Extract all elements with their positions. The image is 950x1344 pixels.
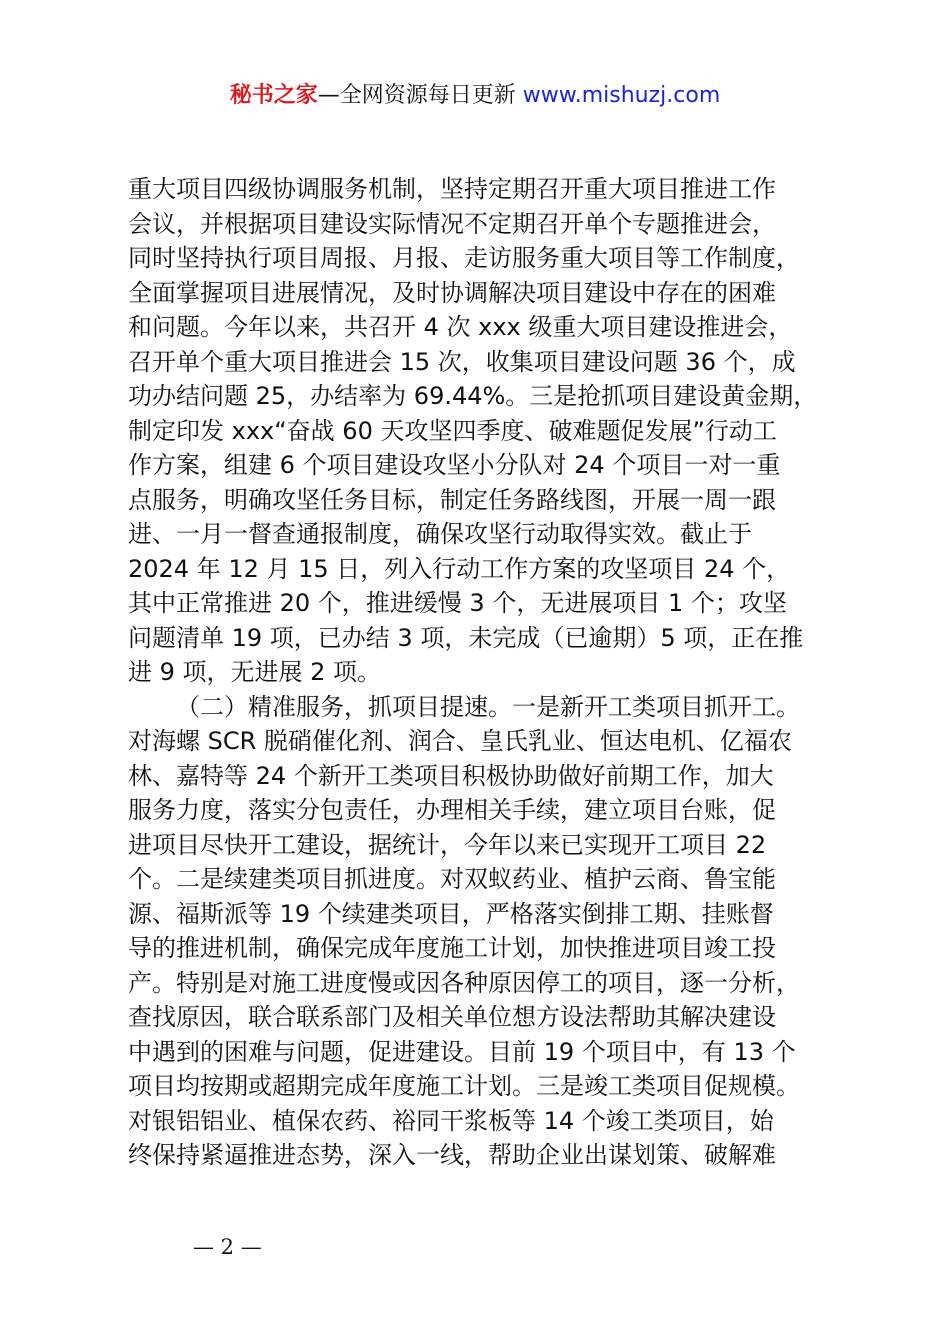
site-header bbox=[0, 80, 950, 112]
body-line: 源、福斯派等 19 个续建类项目，严格落实倒排工期、挂账督 bbox=[128, 899, 774, 928]
body-line: 制定印发 xxx“奋战 60 天攻坚四季度、破难题促发展”行动工 bbox=[128, 416, 777, 445]
body-line: 服务力度，落实分包责任，办理相关手续，建立项目台账，促 bbox=[128, 796, 776, 824]
body-line: 同时坚持执行项目周报、月报、走访服务重大项目等工作制度， bbox=[128, 244, 800, 272]
body-line: 产。特别是对施工进度慢或因各种原因停工的项目，逐一分析， bbox=[128, 968, 800, 997]
body-line: 其中正常推进 20 个，推进缓慢 3 个，无进展项目 1 个；攻坚 bbox=[128, 589, 787, 617]
body-line: 全面掌握项目进展情况，及时协调解决项目建设中存在的困难 bbox=[128, 278, 776, 307]
page-number: — 2 — bbox=[193, 1235, 262, 1259]
body-line: 进项目尽快开工建设，据统计，今年以来已实现开工项目 22 bbox=[128, 830, 767, 859]
body-line: 对银铝铝业、植保农药、裕同干浆板等 14 个竣工类项目，始 bbox=[128, 1106, 774, 1135]
body-line: 终保持紧逼推进态势，深入一线，帮助企业出谋划策、破解难 bbox=[128, 1141, 776, 1169]
body-line: 点服务，明确攻坚任务目标，制定任务路线图，开展一周一跟 bbox=[128, 485, 776, 514]
body-line: 查找原因，联合联系部门及相关单位想方设法帮助其解决建设 bbox=[128, 1003, 776, 1031]
body-line: 个。二是续建类项目抓进度。对双蚁药业、植护云商、鲁宝能 bbox=[128, 865, 776, 893]
site-brand: 秘书之家 bbox=[229, 83, 318, 108]
body-line: 问题清单 19 项，已办结 3 项，未完成（已逾期）5 项，正在推 bbox=[128, 623, 804, 652]
body-line: 召开单个重大项目推进会 15 次，收集项目建设问题 36 个，成 bbox=[128, 347, 796, 376]
body-line: 作方案，组建 6 个项目建设攻坚小分队对 24 个项目一对一重 bbox=[128, 451, 781, 479]
document-body bbox=[128, 172, 858, 1173]
body-line: 功办结问题 25，办结率为 69.44%。三是抢抓项目建设黄金期， bbox=[128, 382, 818, 410]
site-tagline: —全网资源每日更新 bbox=[317, 83, 523, 108]
body-line: 进、一月一督查通报制度，确保攻坚行动取得实效。截止于 bbox=[128, 520, 752, 548]
body-line: 进 9 项，无进展 2 项。 bbox=[128, 658, 382, 686]
body-line: 项目均按期或超期完成年度施工计划。三是竣工类项目促规模。 bbox=[128, 1072, 800, 1100]
body-line: 重大项目四级协调服务机制，坚持定期召开重大项目推进工作 bbox=[128, 175, 776, 203]
section-heading-line: （二）精准服务，抓项目提速。一是新开工类项目抓开工。 bbox=[176, 692, 800, 721]
body-line: 2024 年 12 月 15 日，列入行动工作方案的攻坚项目 24 个， bbox=[128, 554, 791, 583]
body-line: 中遇到的困难与问题，促进建设。目前 19 个项目中，有 13 个 bbox=[128, 1037, 796, 1066]
body-line: 会议，并根据项目建设实际情况不定期召开单个专题推进会， bbox=[128, 209, 776, 238]
body-line: 和问题。今年以来，共召开 4 次 xxx 级重大项目建设推进会， bbox=[128, 313, 793, 341]
body-line: 对海螺 SCR 脱硝催化剂、润合、皇氏乳业、恒达电机、亿福农 bbox=[128, 727, 792, 755]
body-line: 导的推进机制，确保完成年度施工计划，加快推进项目竣工投 bbox=[128, 934, 776, 962]
site-url-link[interactable]: www.mishuzj.com bbox=[522, 83, 721, 108]
body-line: 林、嘉特等 24 个新开工类项目积极协助做好前期工作，加大 bbox=[128, 761, 774, 790]
